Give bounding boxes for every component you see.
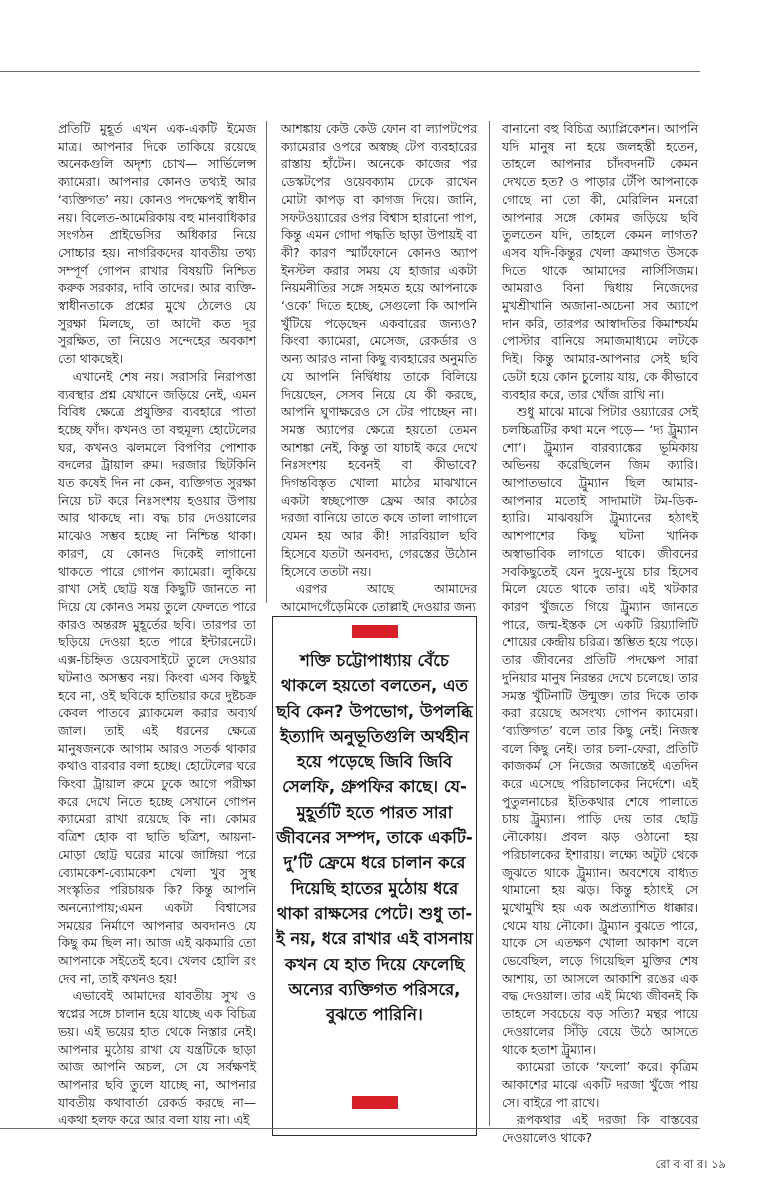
- col3-paragraph-2: শুধু মাঝে মাঝে পিটার ওয়্যারের সেই চলচ্চিত্রটির কথা মনে পড়ে— ‘দ্য ট্রুম্যান শো’। ট্রুম্যান বারব্যাঙ্কের ভূমিকায় অভিনয় করেছিলেন জিম ক্যারি। আপাতভাবে ট্রুম্যান ছিল আমার-আপনার মতোই সাদামাটা টম-ডিক-হ্যারি। মাঝবয়সি ট্রুম্যানের হঠাৎই আশপাশের কিছু ঘটনা খানিক অস্বাভাবিক লাগতে থাকে। জীবনের সবকিছুতেই যেন দুয়ে-দুয়ে চার হিসেব মিলে যেতে থাকে তার। এই খটকার কারণ খুঁজতে গিয়ে ট্রুম্যান জানতে পারে, জন্ম-ইস্তক সে একটি রিয়্যালিটি শোয়ের কেন্দ্রীয় চরিত্র। স্তম্ভিত হয়ে পড়ে। তার জীবনের প্রতিটি পদক্ষেপ সারা দুনিয়ার মানুষ নিরন্তর দেখে চলেছে। তার সমস্ত খুঁটিনাটি উন্মুক্ত। তার দিকে তাক করা রয়েছে অসংখ্য গোপন ক্যামেরা। ‘ব্যক্তিগত’ বলে তার কিছু নেই। নিজস্ব বলে কিছু নেই। তার চলা-ফেরা, প্রতিটি কাজকর্ম সে নিজের অজান্তেই এতদিন করে এসেছে পরিচালকের নির্দেশে। এই পুতুলনাচের ইতিকথার শেষে পালাতে চায় ট্রুম্যান। পাড়ি দেয় তার ছোট্ট নৌকোয়। প্রবল ঝড় ওঠানো হয় পরিচালকের ইশারায়। লক্ষ্যে অটুট থেকে জুঝতে থাকে ট্রুম্যান। অবশেষে বাধ্যত থামানো হয় ঝড়। কিন্তু হঠাৎই সে মুখোমুখি হয় এক অপ্রত্যাশিত ধাক্কার। থেমে যায় নৌকো। ট্রুম্যান বুঝতে পারে, যাকে সে এতক্ষণ খোলা আকাশ বলে ভেবেছিল, লড়ে গিয়েছিল মুক্তির শেষ আশায়, তা আসলে আকাশি রঙের এক বদ্ধ দেওয়াল। তার এই মিথ্যে জীবনই কি তাহলে সবচেয়ে বড় সত্যি? মন্থর পায়ে দেওয়ালের সিঁড়ি বেয়ে উঠে আসতে থাকে হতাশ ট্রুম্যান।: [502, 405, 698, 1057]
- pull-quote-red-bar-top: [352, 625, 398, 638]
- top-rule: [0, 71, 700, 72]
- col2-paragraph-1: আশঙ্কায় কেউ কেউ ফোন বা ল্যাপটপের ক্যামেরার ওপরে অস্বচ্ছ টেপ ব্যবহারের রাস্তায় হাঁটেন। অনেকে কাজের পর ডেস্কটপের ওয়েবক্যাম ঢেকে রাখেন মোটা কাপড় বা কাগজ দিয়ে। জানি, সফটওয়্যারের ওপর বিশ্বাস হারানো পাপ, কিন্তু এমন গোদা পদ্ধতি ছাড়া উপায়ই বা কী? কারণ স্মার্টফোনে কোনও অ্যাপ ইনস্টল করার সময় যে হাজার একটা নিয়মনীতির সঙ্গে সহমত হয়ে আপনাকে ‘ওকে’ দিতে হচ্ছে, সেগুলো কি আপনি খুঁটিয়ে পড়েছেন একবারের জন্যও? কিংবা ক্যামেরা, মেসেজ, রেকর্ডার ও অন্য আরও নানা কিছু ব্যবহারের অনুমতি যে আপনি নির্দ্বিধায় তাকে বিলিয়ে দিয়েছেন, সেসব নিয়ে যে কী করছে, আপনি ঘুণাক্ষরেও সে টের পাচ্ছেন না। সমস্ত অ্যাপের ক্ষেত্রে হয়তো তেমন আশঙ্কা নেই, কিন্তু তা যাচাই করে দেখে নিঃসংশয় হবেনই বা কীভাবে? দিগন্তবিস্তৃত খোলা মাঠের মাঝখানে একটা স্বচ্ছপোক্ত ফ্রেম আর কাঠের দরজা বানিয়ে তাতে কষে তালা লাগালে যেমন হয় আর কী! সারবিয়াল ছবি হিসেবে যতটা অনবদ্য, গেরস্তের উঠোন হিসেবে ততটা নয়।: [281, 122, 477, 579]
- col1-paragraph-2: এখানেই শেষ নয়। সরাসরি নিরাপত্তা ব্যবস্থার প্রশ্ন যেখানে জড়িয়ে নেই, এমন বিবিধ ক্ষেত্রে প্রযুক্তির ব্যবহারে পাতা হচ্ছে ফাঁদ। কখনও তা বহুমূল্য হোটেলের ঘর, কখনও ঝলমলে বিপণির পোশাক বদলের ট্রায়াল রুম। দরজার ছিটকিনি যত কষেই দিন না কেন, ব্যক্তিগত সুরক্ষা নিয়ে চট করে নিঃসংশয় হওয়ার উপায় আর থাকছে না। বদ্ধ চার দেওয়ালের মাঝেও সম্ভব হচ্ছে না নিশ্চিন্ত থাকা। কারণ, যে কোনও দিকেই লাগানো থাকতে পারে গোপন ক্যামেরা। লুকিয়ে রাখা সেই ছোট্ট যন্ত্র কিছুটি জানতে না দিয়ে যে কোনও সময় তুলে ফেলতে পারে কারও অন্তরঙ্গ মুহূর্তের ছবি। তারপর তা ছড়িয়ে দেওয়া হতে পারে ইন্টারনেটে। এক্স-চিহ্নিত ওয়েবসাইটে তুলে দেওয়ার ঘটনাও অসম্ভব নয়। কিংবা এসব কিছুই হবে না, ওই ছবিকে হাতিয়ার করে দুষ্টচক্র কেবল পাতবে ব্ল্যাকমেল করার অব্যর্থ জাল। তাই এই ধরনের ক্ষেত্রে মানুষজনকে আগাম আরও সতর্ক থাকার কথাও বারবার বলা হচ্ছে। হোটেলের ঘরে কিংবা ট্রায়াল রুমে ঢুকে আগে পরীক্ষা করে দেখে নিতে হচ্ছে সেখানে গোপন ক্যামেরা রাখা রয়েছে কি না। কোমর বত্রিশ হোক বা ছাতি ছত্রিশ, আয়না-মোড়া ছোট্ট ঘরের মাঝে জাঙ্গিয়া পরে ব্যোমকেশ-ব্যোমকেশ খেলা খুব সুস্থ সংস্কৃতির পরিচায়ক কি? কিন্তু আপনি অনন্যোপায়;এমন একটা বিশ্বাসের সময়ের নির্মাণে আপনার অবদানও যে কিছু কম ছিল না। আজ এই ঝকমারি তো আপনাকে সইতেই হবে। খেলব হোলি রং দেব না, তাই কখনও হয়!: [58, 369, 256, 986]
- col3-paragraph-3: ক্যামেরা তাকে ‘ফলো’ করে। কৃত্রিম আকাশের মাঝে একটি দরজা খুঁজে পায় সে। বাইরে পা রাখে।: [502, 1060, 698, 1110]
- bottom-rule: [0, 1128, 700, 1129]
- column-3: [502, 121, 698, 1146]
- col1-paragraph-3: এভাবেই আমাদের যাবতীয় সুখ ও স্বপ্নের সঙ্গে চালান হয়ে যাচ্ছে এক বিচিত্র ভয়। এই ভয়ের হাত থেকে নিস্তার নেই। আপনার মুঠোয় রাখা যে যন্ত্রটিকে ছাড়া আজ আপনি অচল, সে যে সর্বক্ষণই আপনার ছবি তুলে যাচ্ছে না, আপনার যাবতীয় কথাবার্তা রেকর্ড করছে না— একথা হলফ করে আর বলা যায় না। এই: [58, 989, 256, 1128]
- page-footer: রো ব বা র। ১৯: [655, 1157, 726, 1171]
- col3-paragraph-1: বানানো বহু বিচিত্র অ্যাপ্লিকেশন। আপনি যদি মানুষ না হয়ে জলহস্তী হতেন, তাহলে আপনার চাঁদবদনটি কেমন দেখতে হত? ও পাড়ার টেঁপি আপনাকে গোছে না তো কী, মেরিলিন মনরো আপনার সঙ্গে কোমর জড়িয়ে ছবি তুলতেন যদি, তাহলে কেমন লাগত? এসব যদি-কিন্তুর খেলা ক্রমাগত উসকে দিতে থাকে আমাদের নার্সিসিজম। আমরাও বিনা দ্বিধায় নিজেদের মুখশ্রীখানি অজানা-অচেনা সব অ্যাপে দান করি, তারপর আস্বাদতির কিমাশ্চর্যম পোস্টার বানিয়ে সমাজমাধ্যমে লটকে দিই। কিন্তু আমার-আপনার সেই ছবি ডেটা হয়ে কোন চুলোয় যায়, কে কীভাবে ব্যবহার করে, তার খোঁজ রাখি না।: [502, 122, 698, 402]
- column-1: [58, 121, 256, 1126]
- col3-paragraph-4: রূপকথার এই দরজা কি বাস্তবের দেওয়ালেও থাকে?: [502, 1113, 698, 1146]
- pull-quote-red-bar-bottom: [352, 1096, 398, 1109]
- pull-quote: শক্তি চট্টোপাধ্যায় বেঁচে থাকলে হয়তো বলতেন, এত ছবি কেন? উপভোগ, উপলব্ধি ইত্যাদি অনুভূতিগুলি অর্থহীন হয়ে পড়েছে জিবি জিবি সেলফি, গ্রুপফির কাছে। যে-মুহূর্তটি হতে পারত সারা জীবনের সম্পদ, তাকে একটি-দু’টি ফ্রেমে ধরে চালান করে দিয়েছি হাতের মুঠোয় ধরে থাকা রাক্ষসের পেটে। শুধু তা-ই নয়, ধরে রাখার এই বাসনায় কখন যে হাত দিয়ে ফেলেছি অন্যের ব্যক্তিগত পরিসরে, বুঝতে পারিনি।: [276, 651, 474, 1025]
- col2-paragraph-2: এরপর আছে আমাদের আমোদগেঁড়েমিকে তোল্লাই দেওয়ার জন্য: [281, 582, 477, 614]
- column-divider-right: [489, 121, 490, 1126]
- col1-paragraph-1: প্রতিটি মুহূর্ত এখন এক-একটি ইমেজ মাত্র। আপনার দিকে তাকিয়ে রয়েছে অনেকগুলি অদৃশ্য চোখ— সার্ভিলেন্স ক্যামেরা। আপনার কোনও তথ্যই আর ‘ব্যক্তিগত’ নয়। কোনও পদক্ষেপই স্বাধীন নয়। বিলেত-আমেরিকায় বহু মানবাধিকার সংগঠন প্রাইভেসির অধিকার নিয়ে সোচ্চার হয়। নাগরিকদের যাবতীয় তথ্য সম্পূর্ণ গোপন রাখার বিষয়টি নিশ্চিত করুক সরকার, দাবি তাদের। আর ব্যক্তি-স্বাধীনতাকে প্রশ্নের মুখে ঠেলেও যে সুরক্ষা মিলছে, তা আদৌ কত দূর সুরক্ষিত, তা নিয়েও সন্দেহের অবকাশ তো থাকছেই।: [58, 122, 256, 367]
- column-2: [281, 121, 477, 614]
- column-divider-left-top: [266, 121, 267, 603]
